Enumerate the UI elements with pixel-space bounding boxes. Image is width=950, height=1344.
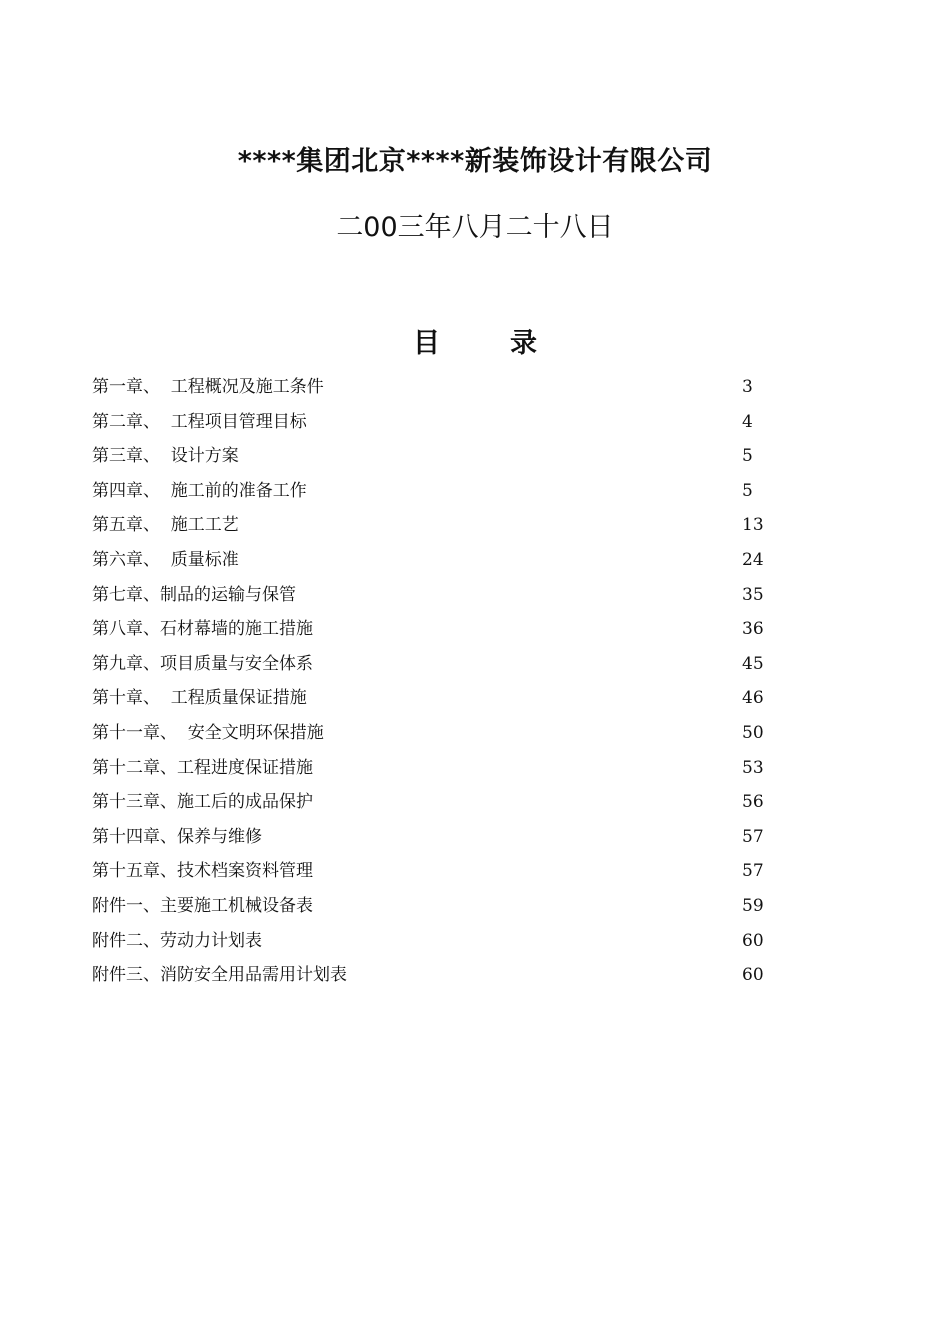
toc-entry-page-number: 60 <box>742 965 764 986</box>
toc-entry-label: 第三章、 设计方案 <box>92 446 239 467</box>
toc-entry-label: 第二章、 工程项目管理目标 <box>92 411 307 432</box>
toc-entry[interactable] <box>92 716 772 751</box>
toc-entry-label: 第十四章、保养与维修 <box>92 826 262 847</box>
toc-entry[interactable] <box>92 924 772 959</box>
toc-entry-label: 第五章、 施工工艺 <box>92 515 239 536</box>
toc-entry[interactable] <box>92 681 772 716</box>
toc-entry-page-number: 46 <box>742 688 764 709</box>
toc-entry[interactable] <box>92 543 772 578</box>
toc-entry[interactable] <box>92 578 772 613</box>
toc-entry-page-number: 35 <box>742 584 764 605</box>
toc-entry-page-number: 13 <box>742 515 764 536</box>
toc-entry-label: 第十章、 工程质量保证措施 <box>92 688 307 709</box>
toc-entry-label: 第十三章、施工后的成品保护 <box>92 792 313 813</box>
toc-entry-page-number: 3 <box>742 377 753 397</box>
toc-entry-label: 附件三、消防安全用品需用计划表 <box>92 965 347 986</box>
toc-entry[interactable] <box>92 854 772 889</box>
toc-entry-page-number: 60 <box>742 930 764 951</box>
toc-entry-label: 第八章、石材幕墙的施工措施 <box>92 619 313 640</box>
toc-entry-label: 第四章、 施工前的准备工作 <box>92 480 307 501</box>
company-name: ****集团北京****新装饰设计有限公司 <box>237 146 713 177</box>
toc-entry[interactable] <box>92 405 772 440</box>
document-date: 二00三年八月二十八日 <box>336 212 614 243</box>
toc-entry-page-number: 53 <box>742 757 764 778</box>
toc-entry-page-number: 36 <box>742 619 764 640</box>
toc-entry-label: 附件一、主要施工机械设备表 <box>92 895 313 916</box>
toc-entry-page-number: 45 <box>742 653 764 674</box>
toc-entry-label: 第七章、制品的运输与保管 <box>92 584 296 605</box>
toc-entry-page-number: 5 <box>742 446 753 467</box>
toc-entry[interactable] <box>92 889 772 924</box>
toc-entry-page-number: 56 <box>742 792 764 813</box>
toc-entry-page-number: 50 <box>742 722 764 743</box>
table-of-contents <box>92 370 772 993</box>
toc-entry-label: 第六章、 质量标准 <box>92 549 239 570</box>
toc-entry[interactable] <box>92 439 772 474</box>
toc-entry-page-number: 5 <box>742 480 753 501</box>
toc-entry-label: 第九章、项目质量与安全体系 <box>92 653 313 674</box>
toc-entry[interactable] <box>92 647 772 682</box>
toc-entry[interactable] <box>92 958 772 993</box>
toc-entry-page-number: 59 <box>742 895 764 916</box>
toc-entry-label: 第一章、 工程概况及施工条件 <box>92 377 324 397</box>
toc-entry-label: 第十五章、技术档案资料管理 <box>92 861 313 882</box>
toc-entry[interactable] <box>92 785 772 820</box>
toc-entry[interactable] <box>92 751 772 786</box>
toc-entry-label: 第十二章、工程进度保证措施 <box>92 757 313 778</box>
toc-entry-page-number: 57 <box>742 861 764 882</box>
toc-entry[interactable] <box>92 612 772 647</box>
toc-title: 目录 <box>413 328 607 359</box>
toc-entry[interactable] <box>92 508 772 543</box>
toc-entry[interactable] <box>92 474 772 509</box>
toc-entry-label: 第十一章、 安全文明环保措施 <box>92 722 324 743</box>
toc-entry-label: 附件二、劳动力计划表 <box>92 930 262 951</box>
toc-entry[interactable] <box>92 370 772 405</box>
toc-entry-page-number: 24 <box>742 549 764 570</box>
toc-entry[interactable] <box>92 820 772 855</box>
toc-entry-page-number: 57 <box>742 826 764 847</box>
toc-entry-page-number: 4 <box>742 411 753 432</box>
